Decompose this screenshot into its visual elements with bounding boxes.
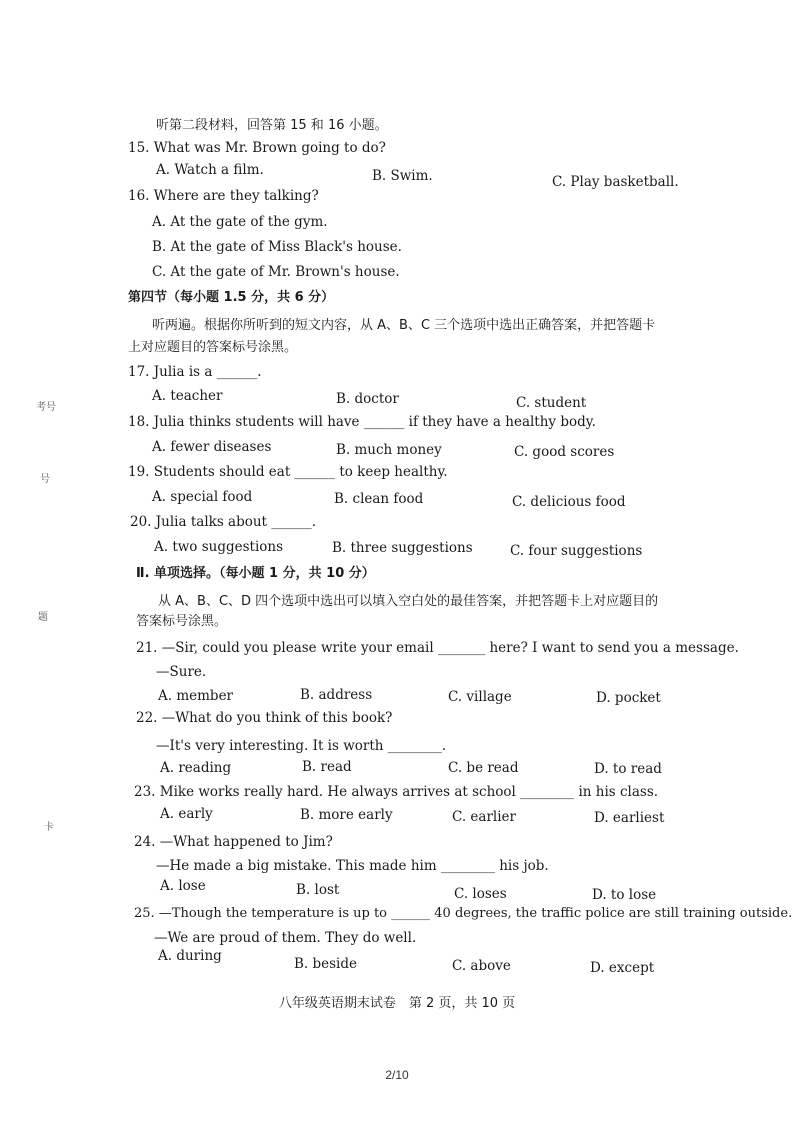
option: A. At the gate of the gym. [152, 214, 328, 230]
question-stem: 20. Julia talks about ______. [130, 514, 317, 530]
option: A. two suggestions [154, 539, 284, 555]
margin-mark: 卡 [44, 822, 54, 833]
question-stem: 19. Students should eat ______ to keep healthy. [128, 464, 448, 480]
option: C. good scores [514, 444, 615, 460]
option: B. address [300, 687, 373, 703]
option: A. Watch a film. [156, 162, 264, 178]
option: A. member [158, 688, 234, 704]
section3-intro: 听第二段材料，回答第 15 和 16 小题。 [156, 118, 388, 133]
question-stem: 24. —What happened to Jim? [134, 834, 333, 850]
option: B. beside [294, 956, 358, 972]
option: B. doctor [336, 391, 399, 407]
page-footer: 八年级英语期末试卷 第 2 页，共 10 页 [278, 996, 516, 1011]
option: A. fewer diseases [152, 439, 272, 455]
section-title: 第四节（每小题 1.5 分，共 6 分） [128, 290, 335, 305]
question-stem: 21. —Sir, could you please write your email _______ here? I want to send you a message. [136, 640, 739, 656]
option: D. to lose [592, 887, 657, 903]
question-stem: 25. —Though the temperature is up to ______ 40 degrees, the traffic police are still training outside. [134, 906, 793, 921]
option: B. much money [336, 442, 442, 458]
margin-mark: 号 [40, 474, 50, 485]
option: C. four suggestions [510, 543, 643, 559]
option: B. lost [296, 882, 340, 898]
section-instruction: 答案标号涂黑。 [136, 614, 228, 629]
option: C. above [452, 958, 511, 974]
option: B. At the gate of Miss Black's house. [152, 239, 402, 255]
question-stem: 22. —What do you think of this book? [136, 710, 393, 726]
option: D. to read [594, 761, 662, 777]
option: D. earliest [594, 810, 665, 826]
option: C. delicious food [512, 494, 626, 510]
question-stem: 18. Julia thinks students will have ______ if they have a healthy body. [128, 414, 596, 430]
option: B. more early [300, 807, 393, 823]
option: A. reading [160, 760, 232, 776]
option: A. teacher [152, 388, 223, 404]
question-reply: —It's very interesting. It is worth ________. [156, 738, 447, 754]
section-title: Ⅱ. 单项选择。（每小题 1 分，共 10 分） [136, 566, 375, 581]
option: A. during [158, 948, 222, 964]
option: B. read [302, 759, 352, 775]
page-number: 2/10 [385, 1068, 409, 1082]
option: A. early [160, 806, 213, 822]
option: B. clean food [334, 491, 424, 507]
option: C. village [448, 689, 512, 705]
question-stem: 17. Julia is a ______. [128, 364, 262, 380]
option: B. three suggestions [332, 540, 473, 556]
section-instruction: 从 A、B、C、D 四个选项中选出可以填入空白处的最佳答案，并把答题卡上对应题目的 [158, 594, 659, 609]
question-reply: —Sure. [156, 664, 207, 680]
question-stem: 16. Where are they talking? [128, 188, 319, 204]
option: B. Swim. [372, 168, 433, 184]
question-stem: 15. What was Mr. Brown going to do? [128, 140, 386, 156]
option: C. loses [454, 886, 507, 902]
margin-mark: 考号 [36, 402, 56, 413]
question-stem: 23. Mike works really hard. He always arrives at school ________ in his class. [134, 784, 659, 800]
option: A. special food [152, 489, 253, 505]
option: C. student [516, 395, 587, 411]
section-instruction: 上对应题目的答案标号涂黑。 [128, 340, 298, 355]
option: C. Play basketball. [552, 174, 679, 190]
option: D. pocket [596, 690, 661, 706]
margin-mark: 题 [38, 612, 48, 623]
option: D. except [590, 960, 655, 976]
question-reply: —We are proud of them. They do well. [154, 930, 417, 946]
section-instruction: 听两遍。根据你所听到的短文内容，从 A、B、C 三个选项中选出正确答案，并把答题卡 [152, 318, 656, 333]
option: C. be read [448, 760, 519, 776]
question-reply: —He made a big mistake. This made him ________ his job. [156, 858, 549, 874]
option: A. lose [160, 878, 206, 894]
option: C. earlier [452, 809, 516, 825]
option: C. At the gate of Mr. Brown's house. [152, 264, 400, 280]
